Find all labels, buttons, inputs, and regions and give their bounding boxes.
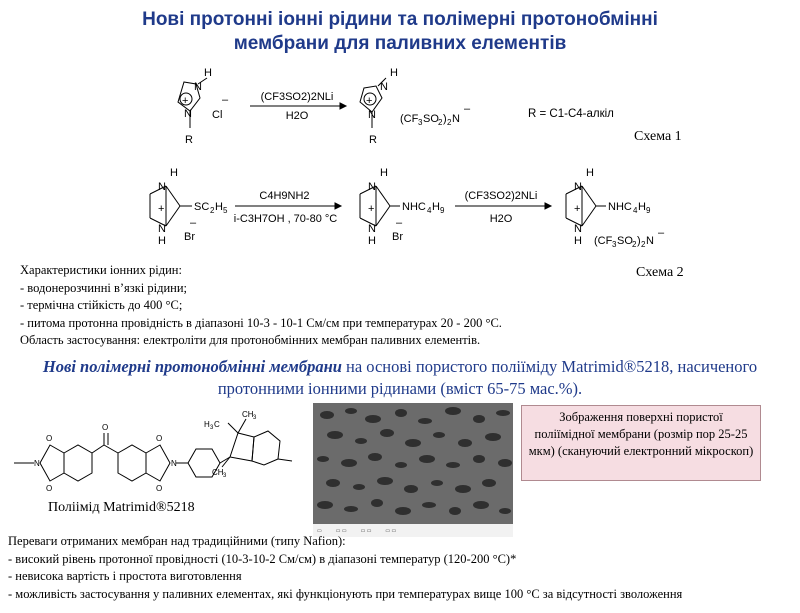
svg-text:–: – bbox=[658, 227, 665, 239]
scheme-2-reagent-1-bottom: i-C3H7OH , 70-80 °C bbox=[233, 213, 338, 225]
svg-text:2: 2 bbox=[641, 240, 646, 249]
svg-text:N: N bbox=[34, 459, 40, 468]
imide-ring-2 bbox=[146, 445, 170, 481]
polymer-label: Поліімід Matrimid®5218 bbox=[48, 500, 195, 515]
image-caption-box bbox=[521, 405, 761, 481]
svg-text:): ) bbox=[637, 235, 641, 247]
scheme-2-diagram bbox=[0, 160, 800, 260]
application-area: Область застосування: електроліти для протонобмінних мембран паливних елементів. bbox=[20, 333, 481, 347]
svg-text:): ) bbox=[443, 113, 447, 125]
svg-text:(CF: (CF bbox=[400, 113, 419, 125]
r-definition: R = C1-C4-алкіл bbox=[528, 108, 614, 120]
svg-text:O: O bbox=[156, 484, 163, 493]
membranes-text-1: на основі пористого поліїміду Matrimid®5218, насиченого bbox=[341, 357, 758, 376]
svg-text:N: N bbox=[574, 223, 582, 235]
svg-text:H: H bbox=[380, 167, 388, 179]
svg-text:N: N bbox=[158, 223, 166, 235]
indane-ring bbox=[230, 433, 254, 461]
svg-text:Cl: Cl bbox=[212, 109, 223, 121]
scheme-2-reagent-2-bottom: H2O bbox=[489, 213, 513, 225]
svg-text:N: N bbox=[194, 81, 202, 93]
svg-text:NHC: NHC bbox=[402, 201, 426, 213]
svg-text:3: 3 bbox=[210, 425, 214, 431]
svg-text:9: 9 bbox=[440, 206, 445, 215]
svg-text:–: – bbox=[222, 94, 229, 106]
scheme-2-reagent-2-top: (CF3SO2)2NLi bbox=[464, 190, 538, 202]
svg-text:O: O bbox=[156, 434, 163, 443]
svg-text:O: O bbox=[46, 484, 53, 493]
scheme-2-label: Схема 2 bbox=[636, 265, 684, 280]
svg-text:Br: Br bbox=[392, 231, 403, 243]
svg-text:3: 3 bbox=[223, 473, 227, 479]
svg-text:3: 3 bbox=[418, 118, 423, 127]
svg-text:SC: SC bbox=[194, 201, 210, 213]
characteristics-item: - водонерозчинні в’язкі рідини; bbox=[20, 280, 188, 295]
matrimid-structure bbox=[0, 405, 310, 500]
svg-text:+: + bbox=[366, 95, 373, 107]
svg-text:NHC: NHC bbox=[608, 201, 632, 213]
svg-text:CH: CH bbox=[242, 410, 254, 419]
characteristics-item: - питома протонна провідність в діапазоні 10-3 - 10-1 См/см при температурах 20 - 200 °C. bbox=[20, 315, 502, 330]
svg-text:O: O bbox=[102, 423, 109, 432]
image-caption: Зображення поверхні пористої поліїмідної мембрани (розмір пор 25-25 мкм) (скануючий електронний мікроскоп) bbox=[528, 410, 754, 458]
svg-text:C: C bbox=[214, 420, 220, 429]
svg-text:H: H bbox=[368, 235, 376, 247]
svg-text:3: 3 bbox=[253, 415, 257, 421]
svg-text:H: H bbox=[390, 67, 398, 79]
svg-text:N: N bbox=[184, 108, 192, 120]
scheme-1-label: Схема 1 bbox=[634, 129, 682, 144]
advantages-item: - невисока вартість і простота виготовлення bbox=[8, 569, 242, 583]
scheme-1-reagent-bottom: H2O bbox=[285, 110, 309, 122]
svg-text:2: 2 bbox=[632, 240, 637, 249]
svg-text:H: H bbox=[158, 235, 166, 247]
svg-text:–: – bbox=[190, 217, 197, 229]
svg-text:N: N bbox=[368, 109, 376, 121]
characteristics-block bbox=[20, 262, 502, 350]
svg-text:H: H bbox=[432, 201, 440, 213]
svg-text:(CF: (CF bbox=[594, 235, 613, 247]
characteristics-heading: Характеристики іонних рідин: bbox=[20, 263, 182, 277]
svg-text:N: N bbox=[368, 181, 376, 193]
membranes-headline bbox=[10, 356, 790, 400]
advantages-item: - можливість застосування у паливних елементах, які функціонують при температурах вище 100 °C за відсутності зволоження bbox=[8, 586, 683, 601]
sem-micrograph bbox=[313, 403, 513, 537]
advantages-block bbox=[8, 533, 682, 603]
svg-text:N: N bbox=[452, 113, 460, 125]
svg-text:SO: SO bbox=[423, 113, 439, 125]
svg-text:H: H bbox=[638, 201, 646, 213]
title-line-2: мембрани для паливних елементів bbox=[233, 33, 567, 54]
indane-benzene bbox=[252, 431, 280, 465]
sem-pores bbox=[313, 403, 513, 524]
imide-ring-1 bbox=[40, 445, 64, 481]
svg-text:CH: CH bbox=[212, 468, 224, 477]
svg-text:–: – bbox=[464, 103, 471, 115]
svg-text:+: + bbox=[158, 203, 165, 215]
svg-text:H: H bbox=[204, 420, 210, 429]
svg-text:+: + bbox=[182, 95, 189, 107]
svg-text:N: N bbox=[646, 235, 654, 247]
svg-text:–: – bbox=[396, 217, 403, 229]
svg-text:Br: Br bbox=[184, 231, 195, 243]
svg-text:R: R bbox=[185, 134, 193, 146]
svg-text:H: H bbox=[204, 67, 212, 79]
svg-text:H: H bbox=[574, 235, 582, 247]
svg-text:5: 5 bbox=[223, 206, 228, 215]
svg-text:+: + bbox=[368, 203, 375, 215]
svg-text:H: H bbox=[170, 167, 178, 179]
svg-text:SO: SO bbox=[617, 235, 633, 247]
svg-text:R: R bbox=[369, 134, 377, 146]
svg-text:H: H bbox=[586, 167, 594, 179]
svg-text:3: 3 bbox=[612, 240, 617, 249]
svg-text:4: 4 bbox=[427, 206, 432, 215]
advantages-item: - високий рівень протонної провідності (10-3-10-2 См/см) в діапазоні температур (120-200 °C)* bbox=[8, 551, 517, 566]
svg-text:2: 2 bbox=[438, 118, 443, 127]
svg-text:2: 2 bbox=[447, 118, 452, 127]
svg-text:9: 9 bbox=[646, 206, 651, 215]
svg-text:N: N bbox=[158, 181, 166, 193]
svg-text:+: + bbox=[574, 203, 581, 215]
advantages-heading: Переваги отриманих мембран над традиційними (типу Nafion): bbox=[8, 534, 346, 548]
title-line-1: Нові протонні іонні рідини та полімерні протонобмінні bbox=[142, 9, 658, 30]
svg-text:N: N bbox=[368, 223, 376, 235]
benzene-ring-1 bbox=[64, 445, 92, 481]
benzene-ring-2 bbox=[118, 445, 146, 481]
sem-info-bar: ▭ ▭ ▭ ▭ ▭ ▭ ▭ bbox=[313, 524, 513, 537]
svg-text:2: 2 bbox=[210, 206, 215, 215]
membranes-highlight: Нові полімерні протонобмінні мембрани bbox=[42, 357, 342, 376]
svg-text:N: N bbox=[171, 459, 177, 468]
svg-text:4: 4 bbox=[633, 206, 638, 215]
svg-text:N: N bbox=[574, 181, 582, 193]
scheme-2-reagent-1-top: C4H9NH2 bbox=[259, 190, 310, 202]
svg-text:N: N bbox=[380, 81, 388, 93]
svg-text:O: O bbox=[46, 434, 53, 443]
membranes-text-2: протонними іонними рідинами (вміст 65-75 мас.%). bbox=[217, 379, 583, 398]
svg-text:H: H bbox=[215, 201, 223, 213]
scheme-1-reagent-top: (CF3SO2)2NLi bbox=[260, 91, 334, 103]
characteristics-item: - термічна стійкість до 400 °C; bbox=[20, 298, 183, 312]
